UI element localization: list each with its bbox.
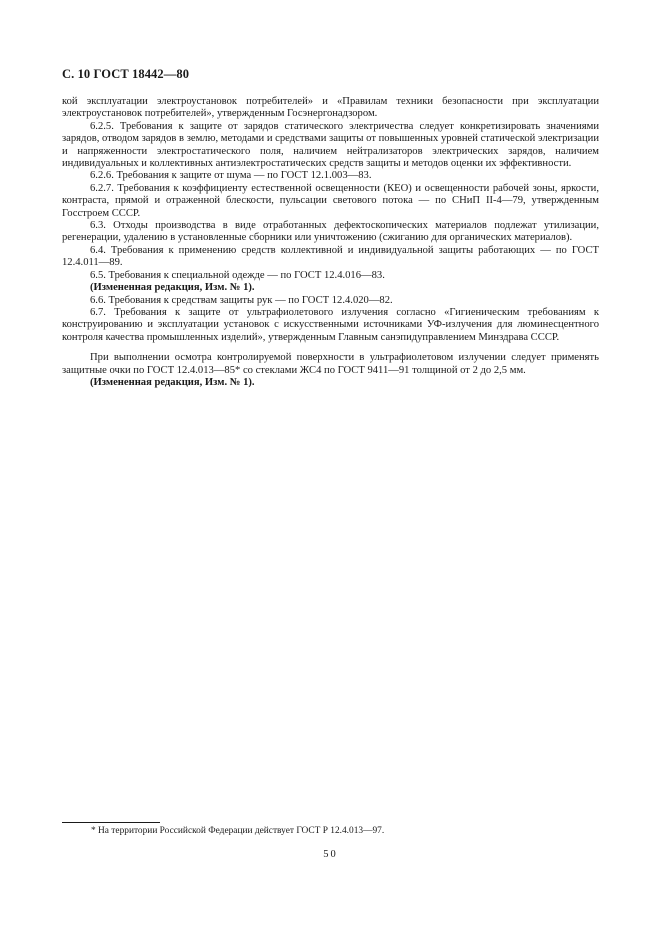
- paragraph-6-2-6: 6.2.6. Требования к защите от шума — по ГОСТ 12.1.003—83.: [90, 170, 372, 182]
- amendment-note: (Измененная редакция, Изм. № 1).: [90, 376, 255, 388]
- paragraph-continuation: кой эксплуатации электроустановок потребителей» и «Правилам техники безопасности при эксплуатации электроустановок потребителей», утвержденным Госэнергонадзором.: [62, 96, 599, 120]
- paragraph-6-2-7: 6.2.7. Требования к коэффициенту естественной освещенности (КЕО) и освещенности рабочей зоны, яркости, контраста, прямой и отраженной блескости, пульсации светового потока — по СНиП II-4—79, утвержденным Госстроем СССР.: [62, 182, 599, 219]
- paragraph-6-5: 6.5. Требования к специальной одежде — по ГОСТ 12.4.016—83.: [90, 269, 385, 281]
- paragraph-6-3: 6.3. Отходы производства в виде отработанных дефектоскопических материалов подлежат утилизации, регенерации, удалению в установленные сборники или уничтожению (сжиганию для органических материалов).: [62, 220, 599, 244]
- footnote: * На территории Российской Федерации действует ГОСТ Р 12.4.013—97.: [91, 826, 385, 836]
- document-body: [62, 96, 599, 389]
- amendment-note: (Измененная редакция, Изм. № 1).: [90, 282, 255, 294]
- paragraph-6-2-5: 6.2.5. Требования к защите от зарядов статического электричества следует конкретизировать значениями зарядов, отводом зарядов в землю, методами и средствами защиты от повышенных уровней статической электризации и напряженности электростатического поля, наличием нейтрализаторов электрических зарядов, наличием индивидуальных и коллективных антиэлектростатических средств защиты и методов оценки их эффективности.: [62, 120, 599, 170]
- footnote-rule: [62, 822, 160, 823]
- paragraph-6-6: 6.6. Требования к средствам защиты рук — по ГОСТ 12.4.020—82.: [90, 294, 393, 306]
- paragraph-6-7: 6.7. Требования к защите от ультрафиолетового излучения согласно «Гигиеническим требованиям к конструированию и эксплуатации установок с искусственными источниками УФ-излучения для люминесцентного контроля качества промышленных изделий», утвержденным Главным санэпидуправлением Минздрава СССР.: [62, 306, 599, 343]
- paragraph-6-4: 6.4. Требования к применению средств коллективной и индивидуальной защиты работающих — по ГОСТ 12.4.011—89.: [62, 244, 599, 269]
- page-number: 50: [323, 849, 338, 860]
- paragraph-6-7-goggles: При выполнении осмотра контролируемой поверхности в ультрафиолетовом излучении следует применять защитные очки по ГОСТ 12.4.013—85* со стеклами ЖС4 по ГОСТ 9411—91 толщиной от 2 до 2,5 мм.: [62, 352, 599, 376]
- page-header: С. 10 ГОСТ 18442—80: [62, 67, 190, 81]
